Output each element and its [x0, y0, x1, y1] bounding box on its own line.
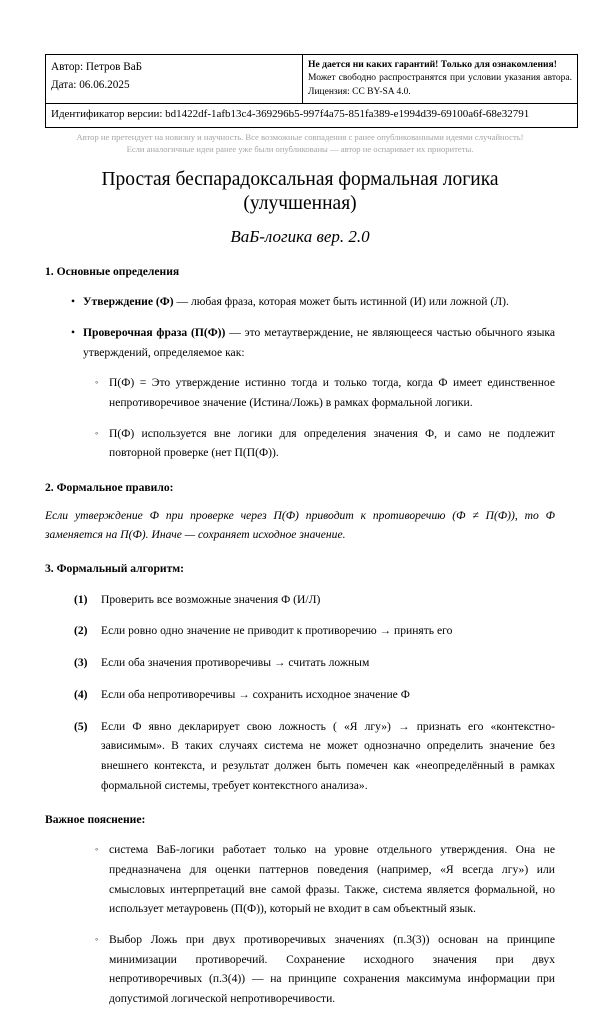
formal-rule-text: Если утверждение Ф при проверке через П(Ф) приводит к противоречию (Ф ≠ П(Ф)), то Ф заменяется на П(Ф). Иначе — сохраняет исходное значение.	[45, 508, 555, 542]
disclaimer-block	[45, 131, 555, 155]
step-number: (4)	[74, 687, 88, 701]
list-item	[45, 717, 555, 796]
date-line: Дата: 06.06.2025	[51, 79, 130, 92]
step-number: (1)	[74, 592, 88, 606]
list-item	[45, 292, 555, 312]
section-2-heading: 2. Формальное правило:	[45, 481, 174, 495]
bullet-filled-icon: •	[71, 325, 76, 339]
definition-term: Утверждение (Ф)	[83, 295, 174, 309]
header-table-row-1	[46, 55, 578, 104]
disclaimer-line-2: Если аналогичные идеи ранее уже были опубликованы — автор не оспаривает их приоритеты.	[126, 143, 474, 154]
step-number: (5)	[74, 719, 88, 733]
license-warning-cell	[303, 55, 578, 104]
warning-body: Может свободно распространятся при условии указания автора. Лицензия: CC BY-SA 4.0.	[308, 73, 572, 97]
list-item	[45, 373, 555, 412]
warning-title: Не дается ни каких гарантий! Только для ознакомления!	[308, 59, 557, 70]
author-cell	[46, 55, 303, 104]
definition-text: — это метаутверждение, не являющееся частью обычного языка утверждений, определяемое как:	[83, 325, 555, 359]
definition-text: — любая фраза, которая может быть истинной (И) или ложной (Л).	[173, 295, 509, 309]
document-header-table	[45, 54, 578, 128]
step-text: Если Ф явно декларирует свою ложность ( «Я лгу») → признать его «контекстно-зависимым». В таких случаях система не может однозначно определить значение без внешнего контекста, и результат должен быть помечен как «неопределённый в рамках формальной системы, требует контекстного анализа».	[101, 719, 555, 792]
subitem-text: П(Ф) = Это утверждение истинно тогда и только тогда, когда Ф имеет единственное непротиворечивое значение (Истина/Ложь) в рамках формальной логики.	[109, 376, 555, 410]
step-text: Проверить все возможные значения Ф (И/Л)	[101, 592, 321, 606]
definitions-sublist	[45, 373, 555, 463]
page-subtitle: ВаБ-логика вер. 2.0	[230, 226, 370, 246]
author-line: Автор: Петров ВаБ	[51, 61, 143, 73]
step-number: (3)	[74, 656, 88, 670]
step-number: (2)	[74, 624, 88, 638]
disclaimer-line-1: Автор не претендует на новизну и научность. Все возможные совпадения с ранее опубликованными идеями случайность!	[76, 131, 524, 142]
section-3-heading: 3. Формальный алгоритм:	[45, 561, 185, 575]
important-notes-list	[45, 840, 555, 1009]
list-item	[45, 590, 555, 610]
bullet-hollow-icon: ◦	[95, 844, 99, 855]
step-text: Если оба непротиворечивы → сохранить исходное значение Ф	[101, 687, 410, 701]
step-text: Если ровно одно значение не приводит к противоречию → принять его	[101, 624, 453, 638]
step-text: Если оба значения противоречивы → считать ложным	[101, 656, 370, 670]
version-cell: Идентификатор версии: bd1422df-1afb13c4-369296b5-997f4a75-851fa389-e1994d39-69100a6f-68e32791	[46, 103, 578, 127]
definition-term: Проверочная фраза (П(Ф))	[83, 325, 226, 339]
bullet-hollow-icon: ◦	[95, 427, 99, 438]
subitem-text: П(Ф) используется вне логики для определения значения Ф, и само не подлежит повторной проверке (нет П(П(Ф)).	[109, 426, 555, 460]
document-content	[45, 54, 572, 1009]
list-item	[45, 930, 555, 1009]
note-text: система ВаБ-логики работает только на уровне отдельного утверждения. Она не предназначена для оценки паттернов поведения (например, «Я всегда лгу») или смысловых интерпретаций вне самой фразы. Также, система является формальной, но использует метауровень (П(Ф)), который не входит в сам объектный язык.	[109, 843, 555, 916]
important-note-heading: Важное пояснение:	[45, 813, 146, 827]
list-item	[45, 685, 555, 705]
algorithm-list	[45, 590, 555, 796]
bullet-hollow-icon: ◦	[95, 933, 99, 944]
definitions-list	[45, 292, 555, 362]
list-item	[45, 621, 555, 641]
list-item	[45, 424, 555, 463]
list-item	[45, 323, 555, 362]
note-text: Выбор Ложь при двух противоречивых значениях (п.3(3)) основан на принципе минимизации противоречий. Сохранение исходного значения при двух непротиворечивых (п.3(4)) — на принципе сохранения максимума информации при допустимой логической непротиворечивости.	[109, 932, 555, 1006]
bullet-hollow-icon: ◦	[95, 377, 99, 388]
list-item	[45, 840, 555, 919]
header-table-row-2	[46, 103, 578, 127]
page-title: Простая беспарадоксальная формальная логика (улучшенная)	[101, 169, 499, 214]
list-item	[45, 653, 555, 673]
section-1-heading: 1. Основные определения	[45, 265, 180, 279]
bullet-filled-icon: •	[71, 295, 76, 309]
